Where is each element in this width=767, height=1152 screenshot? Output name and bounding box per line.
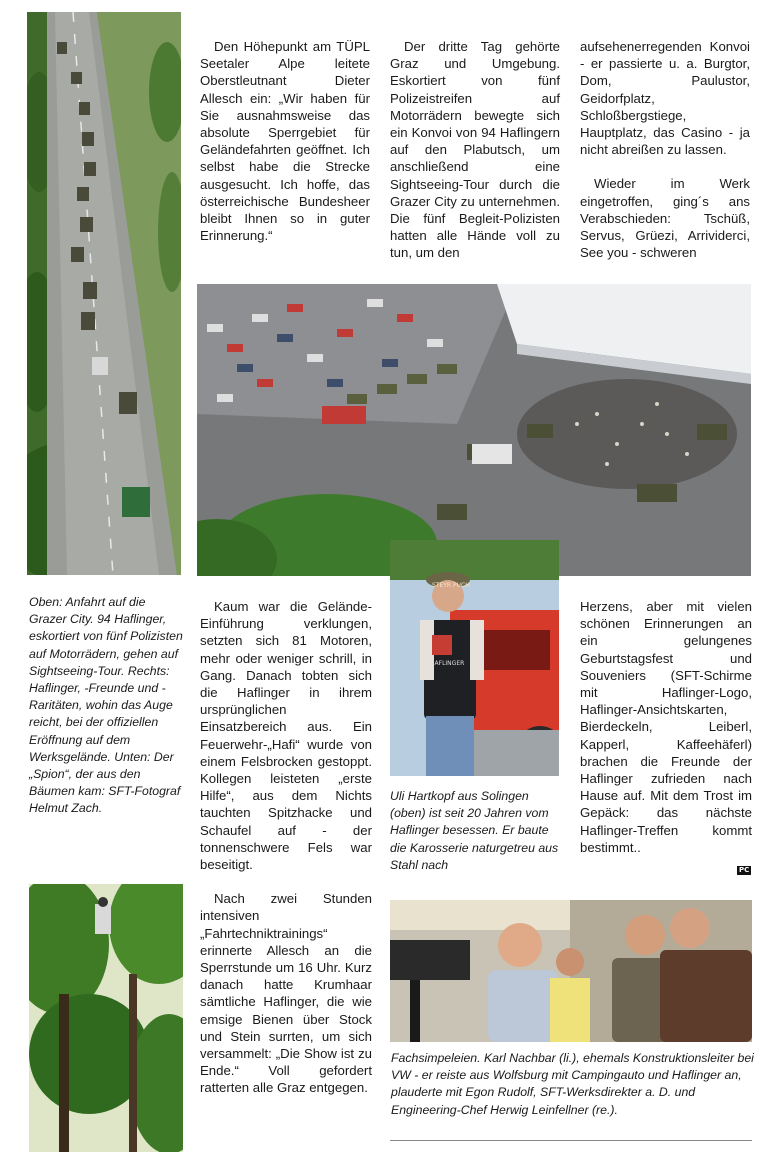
article-column-1 [200, 38, 370, 244]
end-mark: PC [739, 866, 750, 874]
caption-bottom: Fachsimpeleien. Karl Nachbar (li.), ehemals Konstruktionsleiter bei VW - er reiste aus Wolfsburg mit Campingauto und Haflinger an, plauderte mit Egon Rudolf, SFT-Werksdirekter a. D. und Engineering-Chef Herwig Leinfellner (re.). [391, 1051, 754, 1117]
article-column-2 [390, 38, 560, 262]
paragraph: Kaum war die Gelände-Einführung verklungen, setzten sich 81 Motoren, mehr oder weniger schrill, in Gang. Danach tobten sich die Haflinger in ihrem ursprünglichen Einsatzbereich aus. Ein Feuerwehr-„Hafi“ wurde von einem Felsbrocken gestoppt. Kollegen leisteten „erste Hilfe“, aus dem Nichts tauchten Spitzhacke und Schaufel auf - der tonnenschwere Fels war beseitigt. [200, 599, 372, 873]
photo-photographer-trees [29, 884, 183, 1152]
paragraph: aufsehenerregenden Konvoi - er passierte u. a. Burgtor, Dom, Paulustor, Geidorfplatz, Schloßbergstiege, Hauptplatz, das Casino - ja nicht abreißen zu lassen. [580, 39, 750, 158]
article-column-4 [200, 598, 372, 1097]
paragraph: Herzens, aber mit vielen schönen Erinnerungen an ein gelungenes Geburtstagsfest und Souveniers (SFT-Schirme mit Haflinger-Logo, Haflinger-Ansichtskarten, Bierdeckeln, Leiberl, Kapperl, Kaffeehäferl) brachen die Freunde der Haflinger zufrieden nach Hause auf. Mit dem Trost im Gepäck: das nächste Haflinger-Treffen kommt bestimmt.. [580, 599, 752, 855]
photo-uli-hartkopf [390, 540, 559, 776]
paragraph: Den Höhepunkt am TÜPL Seetaler Alpe leitete Oberstleutnant Dieter Allesch ein: „Wir haben für Sie ausnahmsweise das absolute Sperrgebiet für Geländefahrten geöffnet. Ich selbst habe die Strecke ausgesucht. Ich hoffe, das österreichische Bundesheer bleibt Ihnen so in guter Erinnerung.“ [200, 39, 370, 244]
article-column-3 [580, 38, 750, 261]
photo-convoy-road [27, 12, 181, 575]
photo-aerial-gathering [197, 284, 751, 576]
photo-fachsimpeleien [390, 900, 752, 1042]
paragraph: Der dritte Tag gehörte Graz und Umgebung. Eskortiert von fünf Polizeistreifen auf Motorrädern bewegte sich ein Konvoi von 94 Haflingern auf den Plabutsch, um anschließend eine Sightseeing-Tour durch die Grazer City zu unternehmen. Die fünf Begleit-Polizisten hatten alle Hände voll zu tun, um den [390, 39, 560, 261]
paragraph: Nach zwei Stunden intensiven „Fahrtechniktrainings“ erinnerte Allesch an die Sperrstunde um 16 Uhr. Kurz danach hatte Krumhaar sämtliche Haflinger, die wie emsige Bienen über Stock und Stein surrten, um sich versammelt: „Die Show ist zu Ende.“ Voll gefordert ratterten alle Graz entgegen. [200, 891, 372, 1096]
vest-text: HAFLINGER [430, 660, 465, 667]
caption-rule [390, 1140, 752, 1141]
cap-badge-text: STEYR PUCH [432, 582, 470, 589]
caption-middle: Uli Hartkopf aus Solingen (oben) ist seit 20 Jahren vom Haflinger besessen. Er baute die Karosserie naturgetreu aus Stahl nach [390, 789, 559, 872]
article-column-6 [580, 598, 752, 856]
paragraph: Wieder im Werk eingetroffen, ging´s ans Verabschieden: Tschüß, Servus, Grüezi, Arrividerci, See you - schweren [580, 176, 750, 261]
caption-left: Oben: Anfahrt auf die Grazer City. 94 Haflinger, eskortiert von fünf Polizisten auf Motorrädern, gehen auf Sightseeing-Tour. Rechts: Haflinger, -Freunde und -Raritäten, wohin das Auge reicht, bei der offiziellen Eröffnung auf dem Werksgelände. Unten: Der „Spion“, der aus den Bäumen kam: SFT-Fotograf Helmut Zach. [29, 595, 183, 816]
